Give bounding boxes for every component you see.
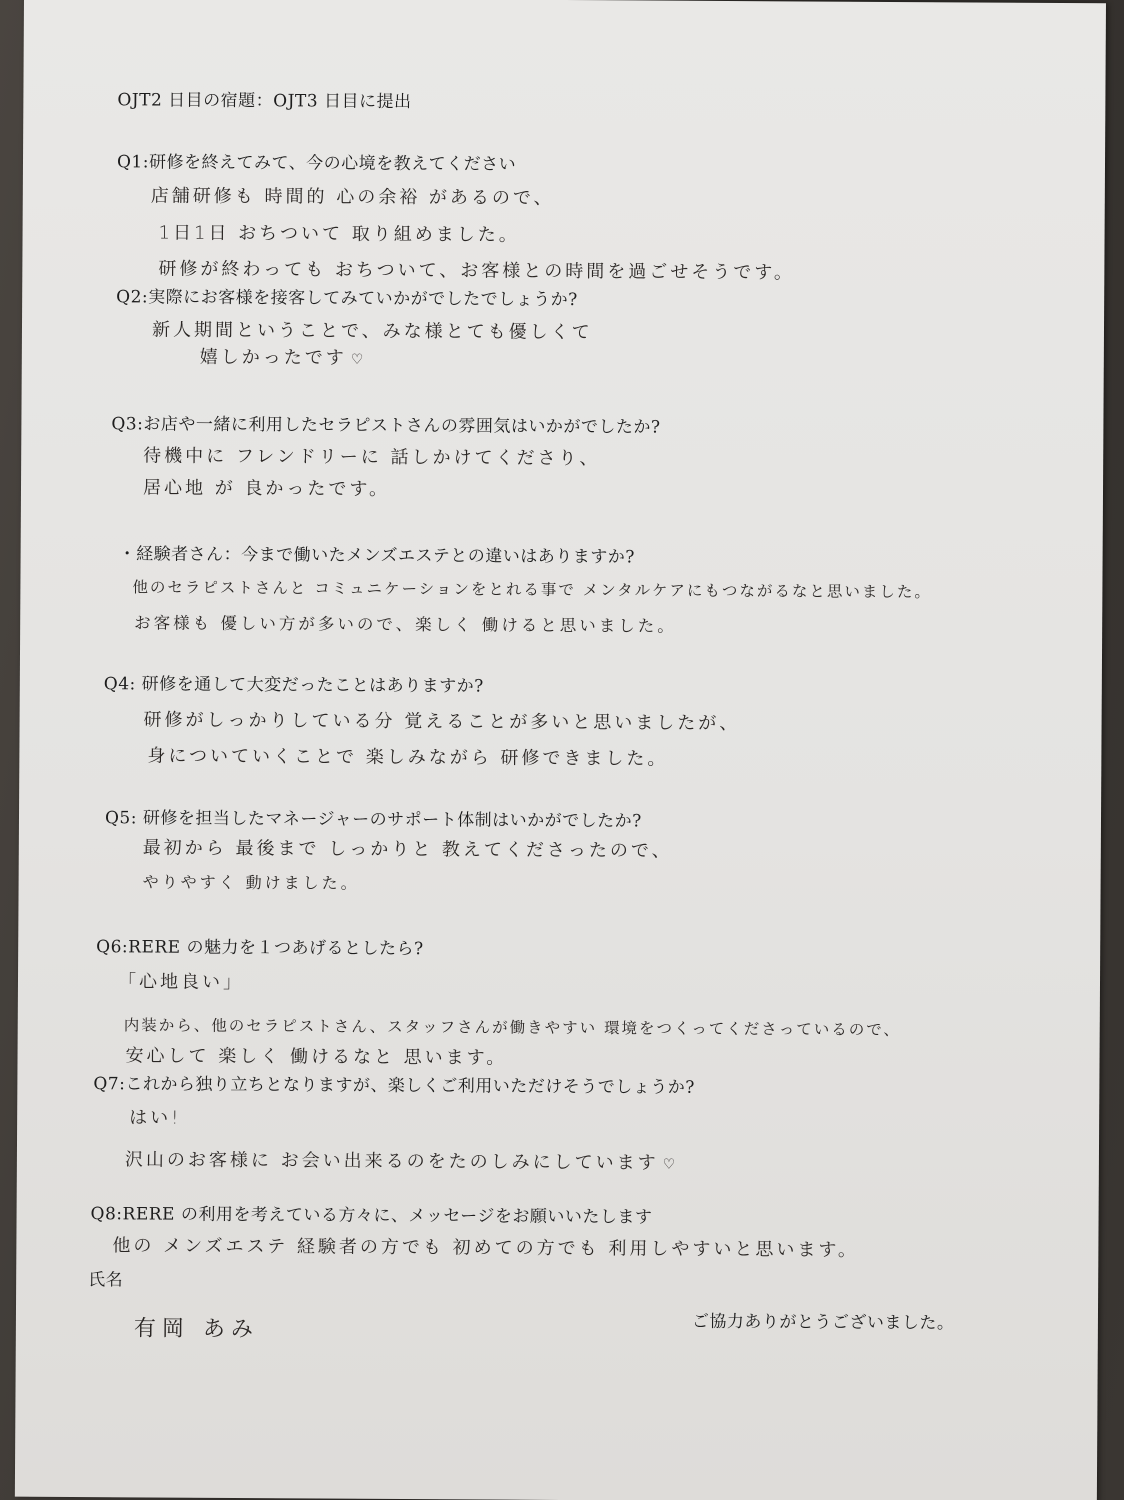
question-1: Q1:研修を終えてみて、今の心境を教えてください bbox=[116, 152, 517, 175]
question-8: Q8:RERE の利用を考えている方々に、メッセージをお願いいたします bbox=[90, 1204, 653, 1228]
question-2: Q2:実際にお客様を接客してみていかがでしたでしょうか? bbox=[116, 287, 578, 311]
question-4: Q4: 研修を通して大変だったことはありますか? bbox=[103, 674, 484, 697]
answer-8-line-1: 他の メンズエステ 経験者の方でも 初めての方でも 利用しやすいと思います。 bbox=[112, 1235, 859, 1261]
question-3: Q3:お店や一緒に利用したセラピストさんの雰囲気はいかがでしたか? bbox=[111, 414, 661, 438]
question-experienced: ・経験者さん：今まで働いたメンズエステとの違いはありますか? bbox=[118, 544, 635, 568]
question-7: Q7:これから独り立ちとなりますが、楽しくご利用いただけそうでしょうか? bbox=[93, 1074, 696, 1098]
answer-2-line-2-text: 嬉しかったです bbox=[199, 346, 347, 369]
homework-sheet bbox=[15, 0, 1106, 1500]
answer-7-line-1: はい! bbox=[129, 1107, 182, 1129]
question-6: Q6:RERE の魅力を１つあげるとしたら? bbox=[96, 937, 424, 960]
answer-4-line-1: 研修がしっかりしている分 覚えることが多いと思いましたが、 bbox=[143, 709, 741, 735]
answer-7-line-2-text: 沢山のお客様に お会い出来るのをたのしみにしています bbox=[124, 1149, 659, 1174]
answer-6-line-1: 「心地良い」 bbox=[117, 971, 245, 994]
answer-3-line-1: 待機中に フレンドリーに 話しかけてくださり、 bbox=[143, 445, 601, 470]
answer-5-line-2: やりやすく 動けました。 bbox=[142, 872, 360, 893]
answer-experienced-line-2: お客様も 優しい方が多いので、楽しく 働けると思いました。 bbox=[134, 613, 677, 636]
answer-6-line-2: 内装から、他のセラピストさん、スタッフさんが働きやすい 環境をつくってくださっているので、 bbox=[123, 1016, 902, 1040]
answer-1-line-3: 研修が終わっても おちついて、お客様との時間を過ごせそうです。 bbox=[158, 258, 795, 284]
name-label: 氏名 bbox=[88, 1270, 124, 1291]
answer-5-line-1: 最初から 最後まで しっかりと 教えてくださったので、 bbox=[142, 837, 673, 862]
sheet-title: OJT2 日目の宿題：OJT3 日目に提出 bbox=[117, 90, 412, 113]
answer-4-line-2: 身についていくことで 楽しみながら 研修できました。 bbox=[147, 745, 669, 770]
answer-7-line-2 bbox=[125, 1145, 678, 1174]
answer-2-line-1: 新人期間ということで、みな様とても優しくて bbox=[151, 319, 593, 344]
signature: 有岡 あみ bbox=[133, 1316, 259, 1343]
answer-1-line-1: 店舗研修も 時間的 心の余裕 があるので、 bbox=[150, 185, 555, 209]
answer-2-line-2 bbox=[200, 343, 367, 370]
answer-1-line-2: 1日1日 おちついて 取り組めました。 bbox=[158, 222, 520, 246]
thanks-message: ご協力ありがとうございました。 bbox=[691, 1311, 955, 1334]
question-5: Q5: 研修を担当したマネージャーのサポート体制はいかがでしたか? bbox=[104, 808, 642, 832]
heart-icon: ♡ bbox=[662, 1156, 679, 1173]
answer-6-line-3: 安心して 楽しく 働けるなと 思います。 bbox=[125, 1045, 508, 1069]
answer-3-line-2: 居心地 が 良かったです。 bbox=[142, 477, 391, 500]
heart-icon: ♡ bbox=[350, 351, 367, 368]
answer-experienced-line-1: 他のセラピストさんと コミュニケーションをとれる事で メンタルケアにもつながるなと思いました。 bbox=[132, 578, 932, 602]
